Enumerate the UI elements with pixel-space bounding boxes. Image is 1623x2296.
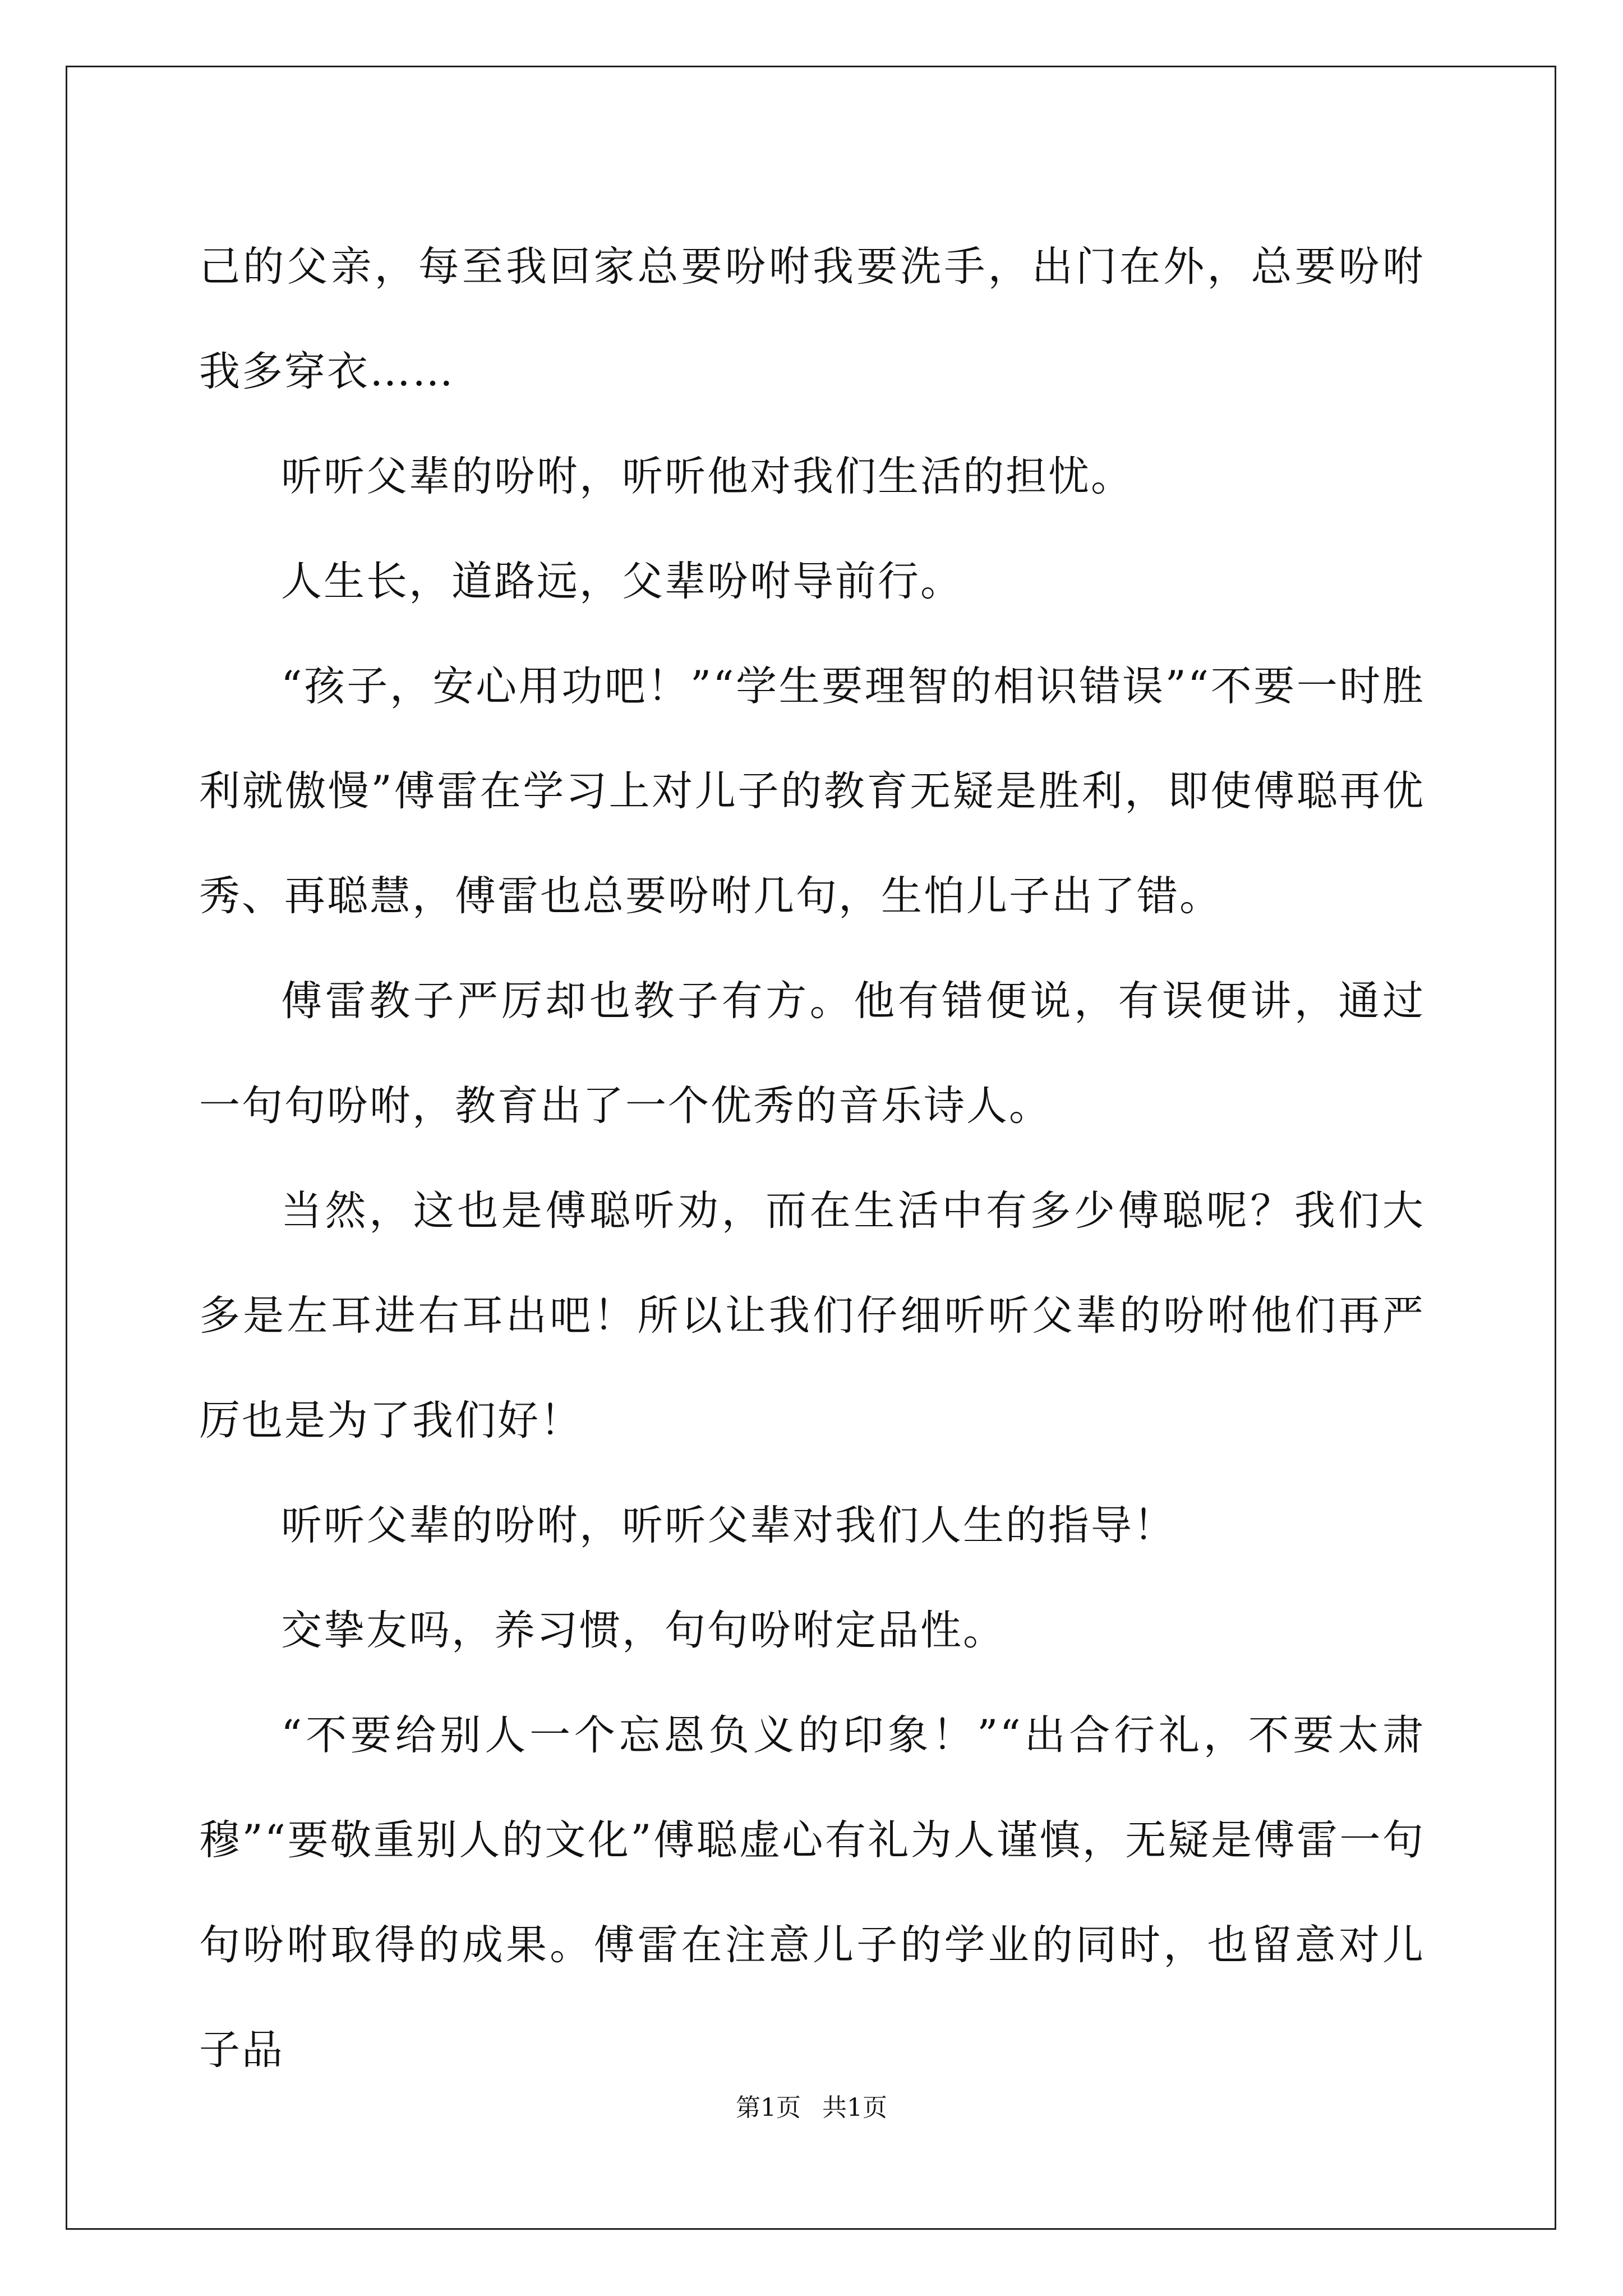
paragraph-9: “不要给别人一个忘恩负义的印象！”“出合行礼，不要太肃穆”“要敬重别人的文化”傅聪虚心有礼为人谨慎，无疑是傅雷一句句吩咐取得的成果。傅雷在注意儿子的学业的同时，也留意对儿子品 [199,1711,1425,2074]
page-footer [0,2091,1623,2125]
paragraph-8: 交挚友吗，养习惯，句句吩咐定品性。 [281,1607,1006,1654]
document-body [199,214,1425,2102]
paragraph-5: 傅雷教子严厉却也教子有方。他有错便说，有误便讲，通过一句句吩咐，教育出了一个优秀的音乐诗人。 [199,977,1425,1130]
paragraph-7: 听听父辈的吩咐，听听父辈对我们人生的指导！ [281,1502,1176,1549]
page-number: 第1页 [736,2093,801,2122]
paragraph-4: “孩子，安心用功吧！”“学生要理智的相识错误”“不要一时胜利就傲慢”傅雷在学习上对儿子的教育无疑是胜利，即使傅聪再优秀、再聪慧，傅雷也总要吩咐几句，生怕儿子出了错。 [199,662,1425,920]
page-total: 共1页 [822,2093,887,2122]
paragraph-1: 己的父亲，每至我回家总要吩咐我要洗手，出门在外，总要吩咐我多穿衣…… [199,243,1425,395]
paragraph-6: 当然，这也是傅聪听劝，而在生活中有多少傅聪呢？我们大多是左耳进右耳出吧！所以让我们仔细听听父辈的吩咐他们再严厉也是为了我们好！ [199,1187,1425,1444]
paragraph-2: 听听父辈的吩咐，听听他对我们生活的担忧。 [281,453,1133,500]
paragraph-3: 人生长，道路远，父辈吩咐导前行。 [281,558,963,605]
